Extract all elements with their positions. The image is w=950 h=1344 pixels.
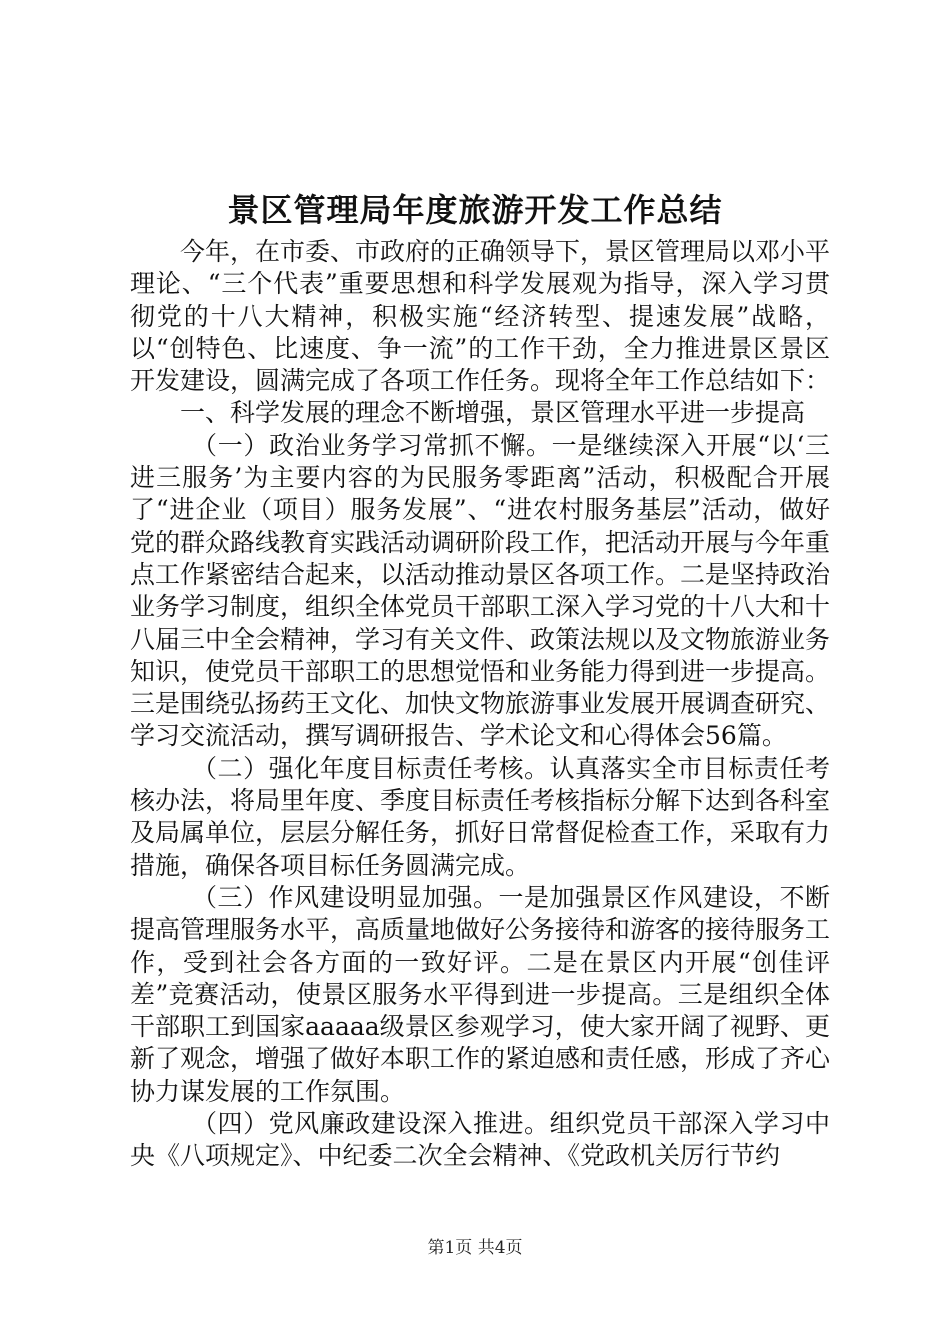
intro-paragraph: 今年，在市委、市政府的正确领导下，景区管理局以邓小平理论、“三个代表”重要思想和科学发展观为指导，深入学习贯彻党的十八大精神，积极实施“经济转型、提速发展”战略，以“创特色、比速度、争一流”的工作干劲，全力推进景区景区开发建设，圆满完成了各项工作任务。现将全年工作总结如下：: [130, 237, 831, 396]
subsection-paragraph-3: （三）作风建设明显加强。一是加强景区作风建设，不断提高管理服务水平，高质量地做好公务接待和游客的接待服务工作，受到社会各方面的一致好评。二是在景区内开展“创佳评差”竞赛活动，使景区服务水平得到进一步提高。三是组织全体干部职工到国家aaaaa级景区参观学习，使大家开阔了视野、更新了观念，增强了做好本职工作的紧迫感和责任感，形成了齐心协力谋发展的工作氛围。: [130, 882, 831, 1106]
section-heading-1: 一、科学发展的理念不断增强，景区管理水平进一步提高: [180, 398, 806, 428]
subsection-paragraph-4: （四）党风廉政建设深入推进。组织党员干部深入学习中央《八项规定》、中纪委二次全会精神、《党政机关厉行节约: [130, 1109, 830, 1171]
document-title: 景区管理局年度旅游开发工作总结: [227, 191, 723, 229]
page-footer: 第1页 共4页: [427, 1238, 523, 1258]
subsection-paragraph-2: （二）强化年度目标责任考核。认真落实全市目标责任考核办法，将局里年度、季度目标责任考核指标分解下达到各科室及局属单位，层层分解任务，抓好日常督促检查工作，采取有力措施，确保各项目标任务圆满完成。: [130, 753, 831, 880]
subsection-paragraph-1: （一）政治业务学习常抓不懈。一是继续深入开展“以‘三进三服务’为主要内容的为民服务零距离”活动，积极配合开展了“进企业（项目）服务发展”、“进农村服务基层”活动，做好党的群众路线教育实践活动调研阶段工作，把活动开展与今年重点工作紧密结合起来，以活动推动景区各项工作。二是坚持政治业务学习制度，组织全体党员干部职工深入学习党的十八大和十八届三中全会精神，学习有关文件、政策法规以及文物旅游业务知识，使党员干部职工的思想觉悟和业务能力得到进一步提高。三是围绕弘扬药王文化、加快文物旅游事业发展开展调查研究、学习交流活动，撰写调研报告、学术论文和心得体会56篇。: [130, 430, 831, 751]
document-body: [130, 236, 830, 1173]
